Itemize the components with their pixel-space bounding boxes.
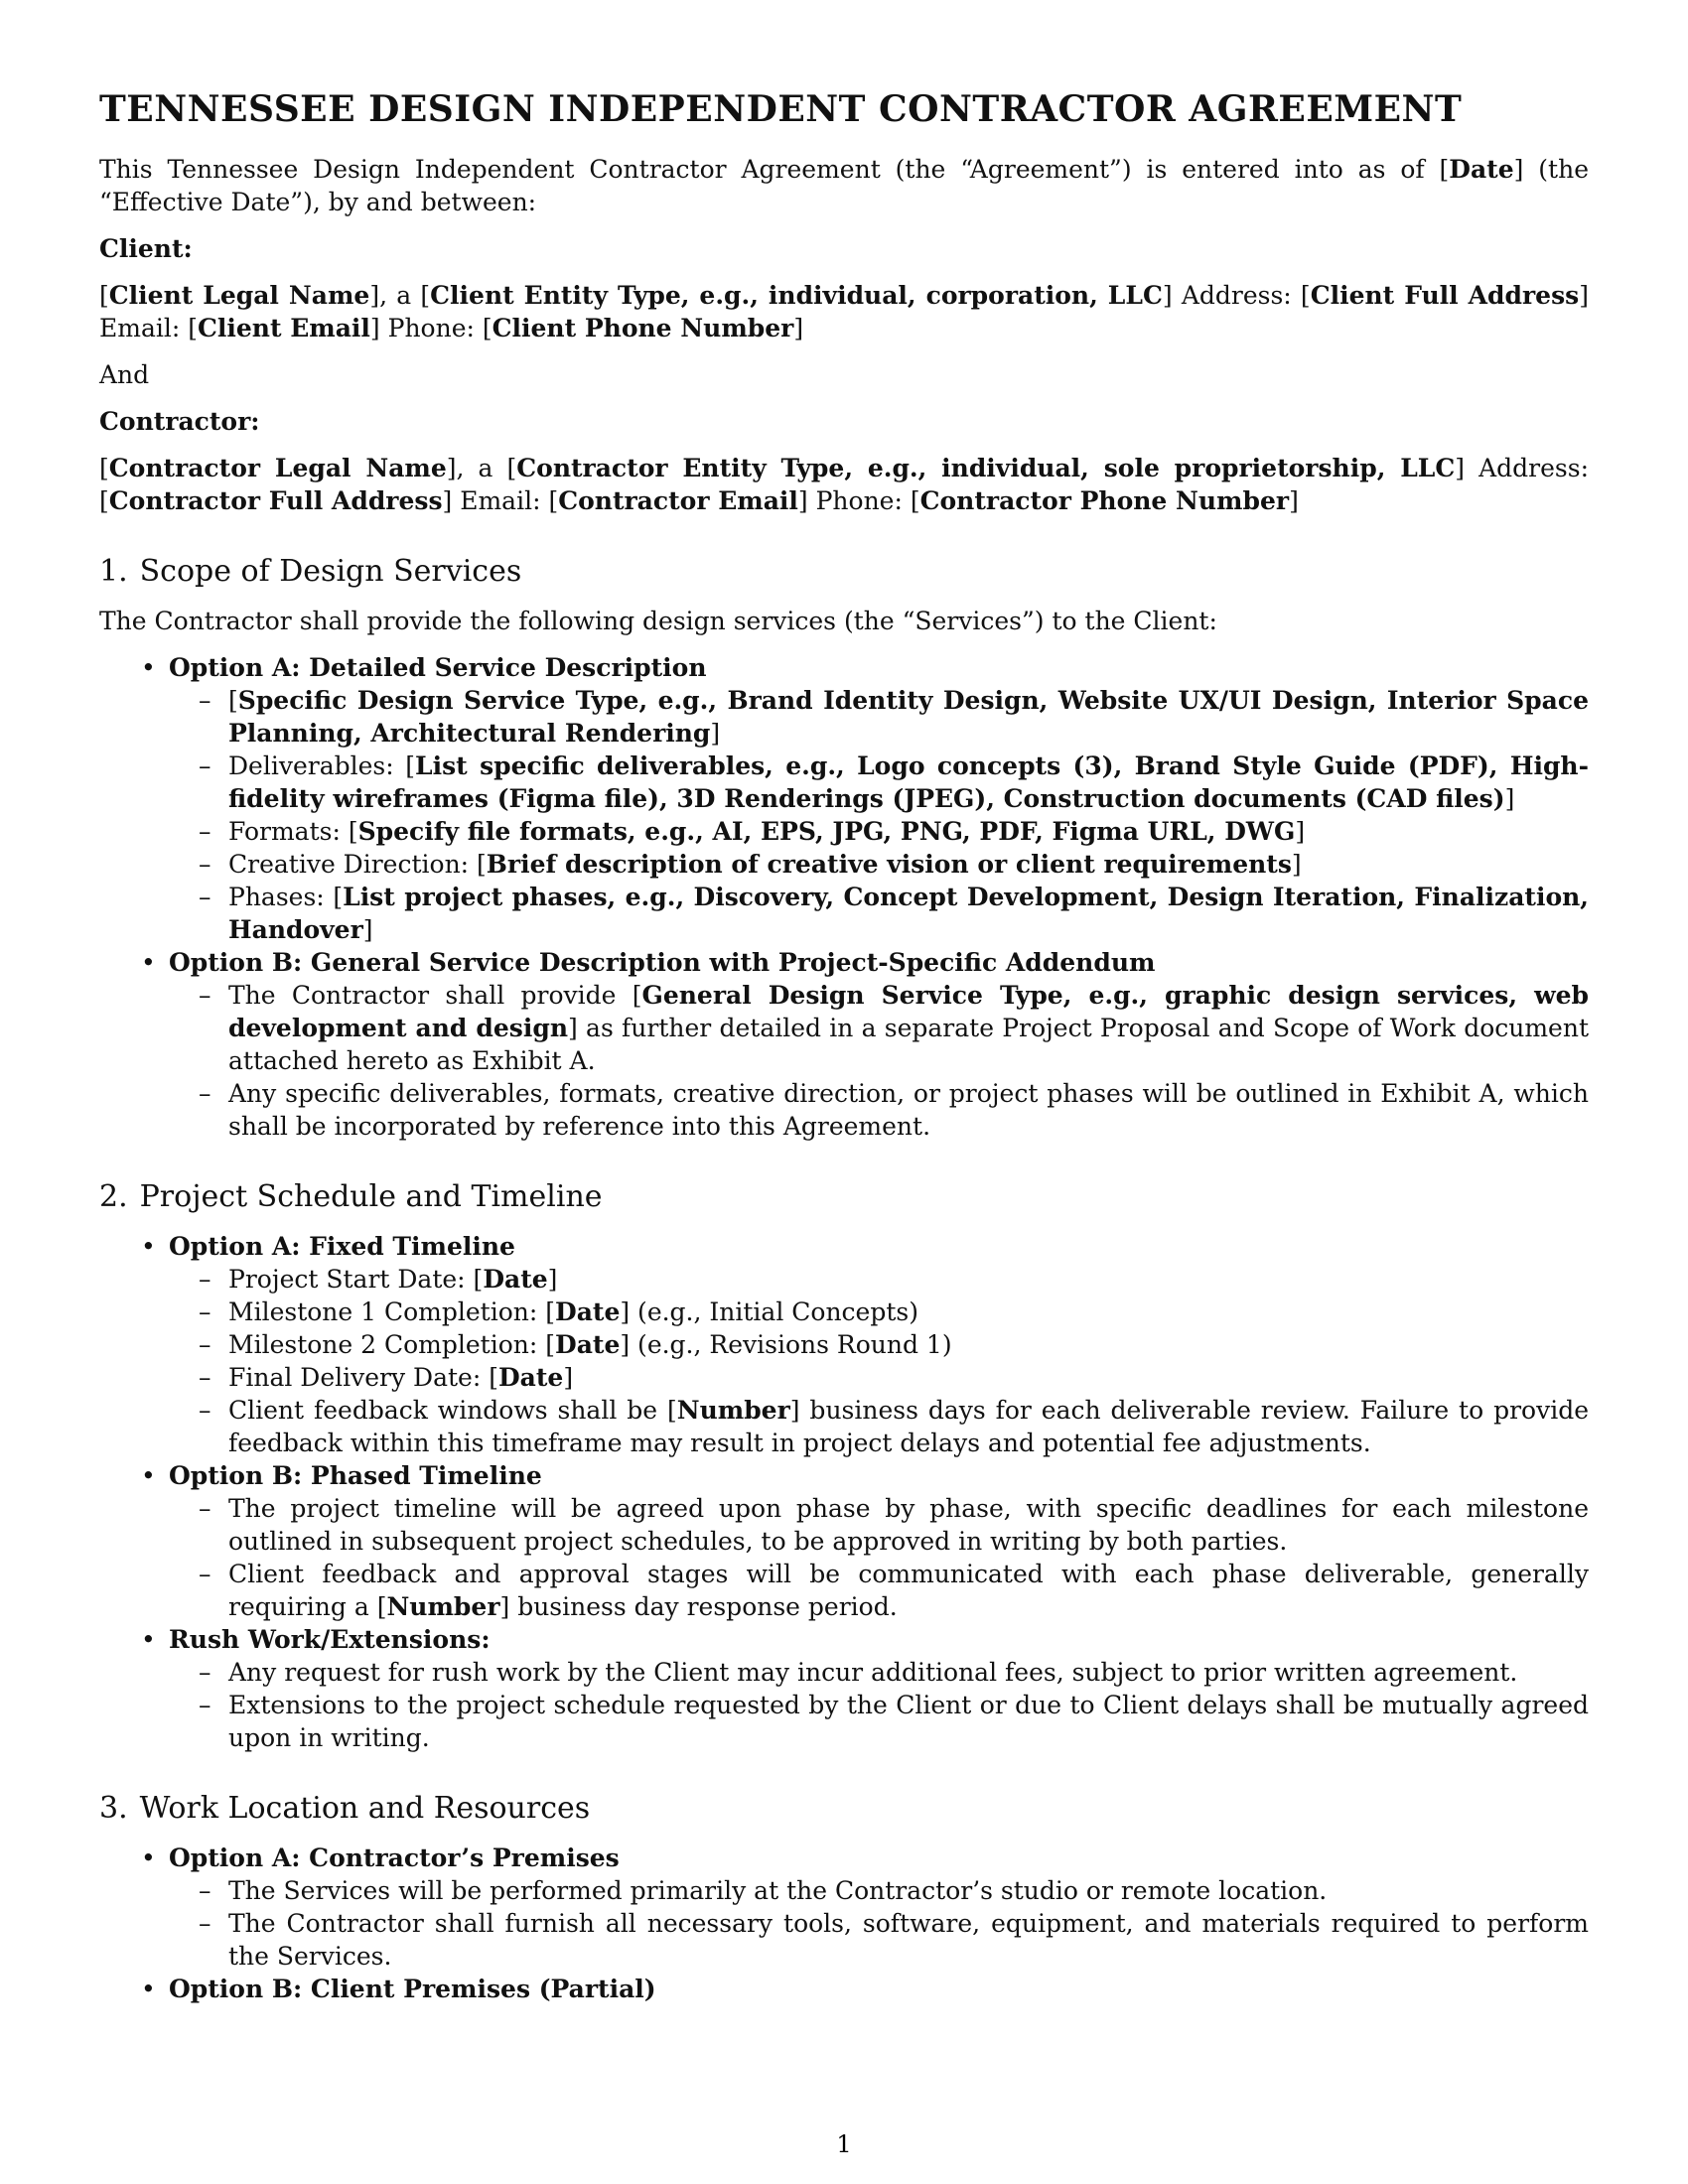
list-item: – Milestone 1 Completion: [Date] (e.g., Initial Concepts): [228, 1296, 1589, 1328]
client-label: Client:: [99, 234, 193, 263]
section-3-options: [99, 1842, 1589, 2005]
section-1-heading: 1. Scope of Design Services: [99, 554, 522, 589]
list-item: – The Services will be performed primarily at the Contractor’s studio or remote location.: [228, 1874, 1589, 1907]
client-details: [Client Legal Name], a [Client Entity Type, e.g., individual, corporation, LLC] Address: [Client Full Address] Email: [Client Email] Phone: [Client Phone Number]: [99, 281, 1589, 342]
list-item: – Extensions to the project schedule requested by the Client or due to Client delays shall be mutually agreed upon in writing.: [228, 1689, 1589, 1754]
list-item: – Client feedback and approval stages will be communicated with each phase deliverable, generally requiring a [Number] business day response period.: [228, 1558, 1589, 1623]
contractor-details: [Contractor Legal Name], a [Contractor Entity Type, e.g., individual, sole proprietorship, LLC] Address: [Contractor Full Address] Email: [Contractor Email] Phone: [Contractor Phone Number]: [99, 454, 1589, 515]
list-item: – Phases: [List project phases, e.g., Discovery, Concept Development, Design Iteration, Finalization, Handover]: [228, 881, 1589, 946]
list-item: – Any request for rush work by the Client may incur additional fees, subject to prior written agreement.: [228, 1656, 1589, 1689]
document-title: TENNESSEE DESIGN INDEPENDENT CONTRACTOR AGREEMENT: [99, 88, 1463, 130]
list-item: • Option A: Contractor’s Premises – The Services will be performed primarily at the Contractor’s studio or remote location. – The Contractor shall furnish all necessary tools, software, equipment, and materials required to perform the Services.: [169, 1842, 1589, 1973]
contractor-label: Contractor:: [99, 407, 260, 436]
list-item: – [Specific Design Service Type, e.g., Brand Identity Design, Website UX/UI Design, Interior Space Planning, Architectural Rendering]: [228, 684, 1589, 750]
effective-date-placeholder: Date: [1449, 155, 1514, 184]
list-item: • Option B: General Service Description with Project-Specific Addendum – The Contractor shall provide [General Design Service Type, e.g., graphic design services, web development and design] as further detailed in a separate Project Proposal and Scope of Work document attached hereto as Exhibit A. – Any specific deliverables, formats, creative direction, or project phases will be outlined in Exhibit A, which shall be incorporated by reference into this Agreement.: [169, 946, 1589, 1143]
list-item: • Option B: Phased Timeline – The project timeline will be agreed upon phase by phase, with specific deadlines for each milestone outlined in subsequent project schedules, to be approved in writing by both parties. – Client feedback and approval stages will be communicated with each phase deliverable, generally requiring a [Number] business day response period.: [169, 1459, 1589, 1623]
section-1-intro: The Contractor shall provide the following design services (the “Services”) to the Client:: [99, 607, 1217, 635]
intro-paragraph: This Tennessee Design Independent Contractor Agreement (the “Agreement”) is entered into as of [Date] (the “Effective Date”), by and between:: [99, 155, 1589, 216]
list-item: – Deliverables: [List specific deliverables, e.g., Logo concepts (3), Brand Style Guide (PDF), High-fidelity wireframes (Figma file), 3D Renderings (JPEG), Construction documents (CAD files)]: [228, 750, 1589, 815]
section-2-heading: 2. Project Schedule and Timeline: [99, 1179, 603, 1214]
section-2-options: [99, 1230, 1589, 1754]
document-page: [99, 69, 1589, 2184]
list-item: – The Contractor shall furnish all necessary tools, software, equipment, and materials required to perform the Services.: [228, 1907, 1589, 1973]
page-number: 1: [836, 2130, 852, 2158]
list-item: • Option A: Detailed Service Description – [Specific Design Service Type, e.g., Brand Identity Design, Website UX/UI Design, Interior Space Planning, Architectural Rendering] – Deliverables: [List specific deliverables, e.g., Logo concepts (3), Brand Style Guide (PDF), High-fidelity wireframes (Figma file), 3D Renderings (JPEG), Construction documents (CAD files)] – Formats: [Specify file formats, e.g., AI, EPS, JPG, PNG, PDF, Figma URL, DWG] – Creative Direction: [Brief description of creative vision or client requirements] – Phases: [List project phases, e.g., Discovery, Concept Development, Design Iteration, Finalization, Handover]: [169, 651, 1589, 946]
list-item: – The Contractor shall provide [General Design Service Type, e.g., graphic design services, web development and design] as further detailed in a separate Project Proposal and Scope of Work document attached hereto as Exhibit A.: [228, 979, 1589, 1077]
list-item: – The project timeline will be agreed upon phase by phase, with specific deadlines for each milestone outlined in subsequent project schedules, to be approved in writing by both parties.: [228, 1492, 1589, 1558]
list-item: – Final Delivery Date: [Date]: [228, 1361, 1589, 1394]
list-item: – Milestone 2 Completion: [Date] (e.g., Revisions Round 1): [228, 1328, 1589, 1361]
list-item: – Formats: [Specify file formats, e.g., AI, EPS, JPG, PNG, PDF, Figma URL, DWG]: [228, 815, 1589, 848]
list-item: – Project Start Date: [Date]: [228, 1263, 1589, 1296]
list-item: • Option A: Fixed Timeline – Project Start Date: [Date] – Milestone 1 Completion: [Date] (e.g., Initial Concepts) – Milestone 2 Completion: [Date] (e.g., Revisions Round 1) – Final Delivery Date: [Date] – Client feedback windows shall be [Number] business days for each deliverable review. Failure to provide feedback within this timeframe may result in project delays and potential fee adjustments.: [169, 1230, 1589, 1459]
and-text: And: [99, 360, 150, 389]
list-item: – Creative Direction: [Brief description of creative vision or client requirements]: [228, 848, 1589, 881]
list-item: – Client feedback windows shall be [Number] business days for each deliverable review. Failure to provide feedback within this timeframe may result in project delays and potential fee adjustments.: [228, 1394, 1589, 1459]
section-1-options: [99, 651, 1589, 1143]
section-3-heading: 3. Work Location and Resources: [99, 1791, 591, 1826]
list-item: • Option B: Client Premises (Partial): [169, 1973, 1589, 2005]
list-item: • Rush Work/Extensions: – Any request for rush work by the Client may incur additional fees, subject to prior written agreement. – Extensions to the project schedule requested by the Client or due to Client delays shall be mutually agreed upon in writing.: [169, 1623, 1589, 1754]
list-item: – Any specific deliverables, formats, creative direction, or project phases will be outlined in Exhibit A, which shall be incorporated by reference into this Agreement.: [228, 1077, 1589, 1143]
